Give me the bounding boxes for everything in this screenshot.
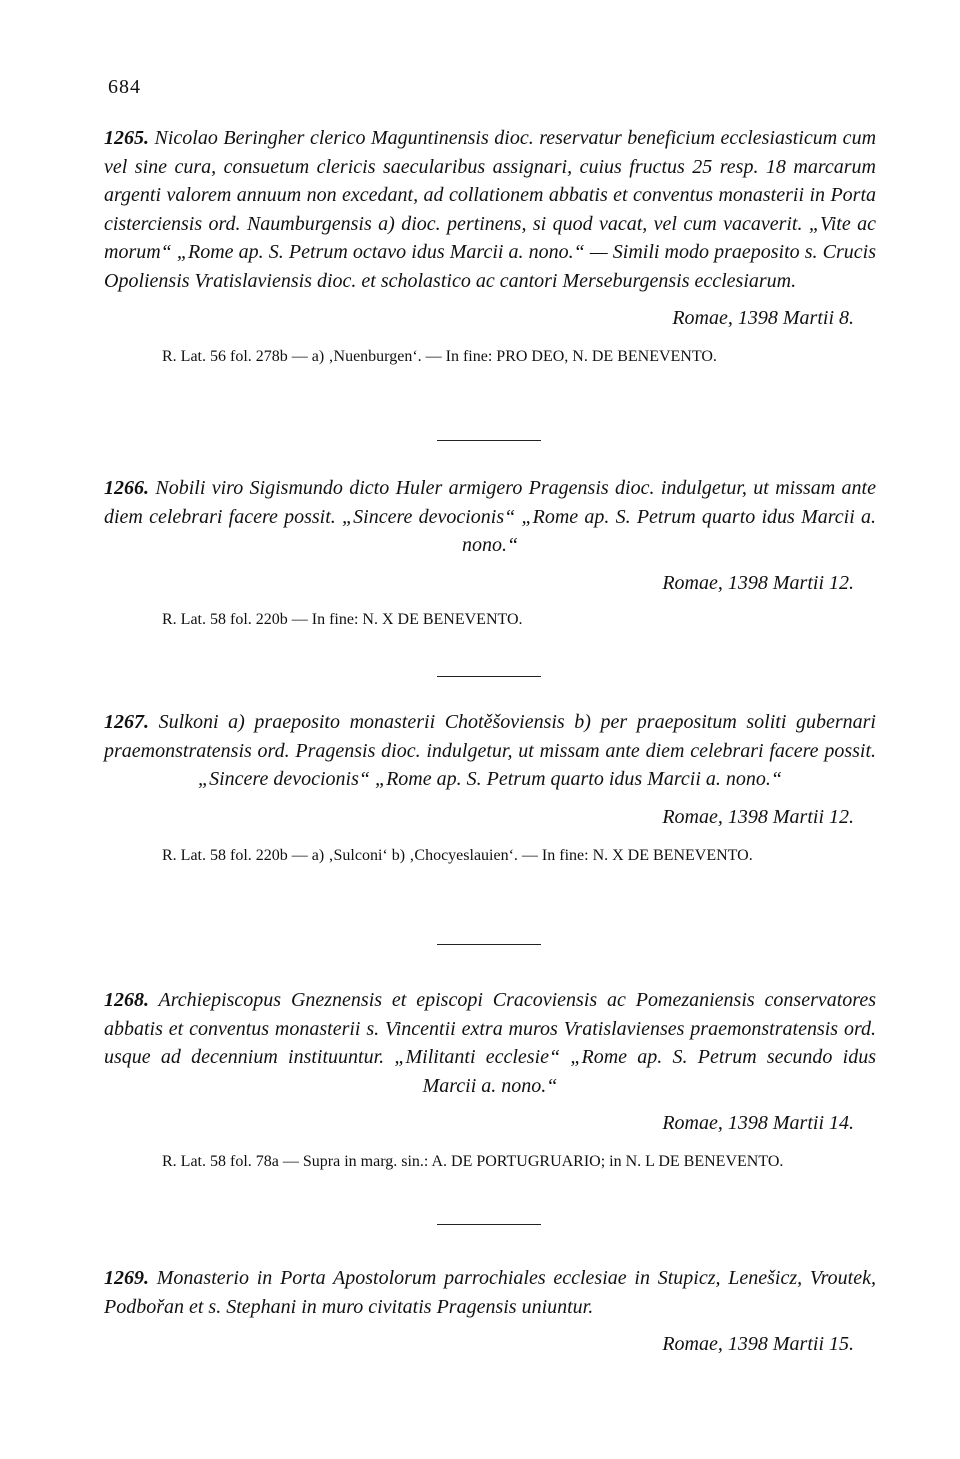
entry-body: Nicolao Beringher clerico Maguntinensis dioc. reservatur beneficium ecclesiasticum cum vel sine cura, consuetum clericis saecularibus assignari, cuius fructus 25 resp. 18 marcarum argenti valorem annuum non excedant, ad collationem abbatis et conventus monasterii in Porta cisterciensis ord. Naumburgensis a) dioc. pertinens, si quod vacat, vel cum vacaverit. „Vite ac morum“ „Rome ap. S. Petrum octavo idus Marcii a. nono.“ — Simili modo praeposito s. Crucis Opoliensis Vratislaviensis dioc. et scholastico ac cantori Merseburgensis ecclesiarum.: [104, 127, 877, 292]
entry-date: Romae, 1398 Martii 8.: [672, 307, 854, 329]
entry-body: Nobili viro Sigismundo dicto Huler armigero Pragensis dioc. indulgetur, ut missam ante diem celebrari facere possit. „Sincere devocionis“ „Rome ap. S. Petrum quarto idus Marcii a. nono.“: [104, 477, 876, 556]
entry-body: Monasterio in Porta Apostolorum parrochiales ecclesiae in Stupicz, Lenešicz, Vroutek, Podbořan et s. Stephani in muro civitatis Pragensis uniuntur.: [104, 1267, 876, 1318]
entry-text: [104, 986, 876, 1100]
entry-number: 1265.: [104, 127, 149, 149]
separator-rule: [437, 676, 541, 677]
separator-rule: [437, 944, 541, 945]
entry-note: R. Lat. 58 fol. 78a — Supra in marg. sin.: A. DE PORTUGRUARIO; in N. L DE BENEVENTO.: [162, 1153, 784, 1170]
separator-rule: [437, 1224, 541, 1225]
entry-text: [104, 1264, 876, 1321]
entry-text: [104, 124, 876, 295]
entry-text: [104, 474, 876, 560]
entry-note: R. Lat. 56 fol. 278b — a) ‚Nuenburgen‘. — In fine: PRO DEO, N. DE BENEVENTO.: [162, 348, 717, 365]
entry-date: Romae, 1398 Martii 12.: [662, 571, 854, 594]
entry-number: 1268.: [104, 989, 149, 1011]
entry-1269: [104, 1264, 876, 1356]
entry-number: 1269.: [104, 1267, 149, 1289]
entry-body: Archiepiscopus Gneznensis et episcopi Cracoviensis ac Pomezaniensis conservatores abbatis et conventus monasterii s. Vincentii extra muros Vratislavienses praemonstratensis ord. usque ad decennium instituuntur. „Militanti ecclesie“ „Rome ap. S. Petrum secundo idus Marcii a. nono.“: [104, 989, 876, 1097]
entry-text: [104, 708, 876, 794]
entry-body: Sulkoni a) praeposito monasterii Chotěšoviensis b) per praepositum soliti gubernari praemonstratensis ord. Pragensis dioc. indulgetur, ut missam ante diem celebrari facere possit. „Sincere devocionis“ „Rome ap. S. Petrum quarto idus Marcii a. nono.“: [104, 711, 876, 790]
entry-1265: [104, 124, 876, 368]
entry-note: R. Lat. 58 fol. 220b — a) ‚Sulconi‘ b) ‚Chocyeslauien‘. — In fine: N. X DE BENEVENTO.: [162, 846, 753, 864]
entry-number: 1266.: [104, 477, 149, 499]
entry-1266: [104, 474, 876, 631]
entry-date: Romae, 1398 Martii 12.: [662, 805, 854, 828]
entry-1268: [104, 986, 876, 1173]
entry-number: 1267.: [104, 711, 149, 733]
entry-1267: [104, 708, 876, 867]
separator-rule: [437, 440, 541, 441]
entry-note: R. Lat. 58 fol. 220b — In fine: N. X DE BENEVENTO.: [162, 610, 523, 628]
entry-date: Romae, 1398 Martii 15.: [662, 1333, 854, 1355]
page-number: 684: [108, 76, 141, 98]
entry-date: Romae, 1398 Martii 14.: [662, 1112, 854, 1134]
